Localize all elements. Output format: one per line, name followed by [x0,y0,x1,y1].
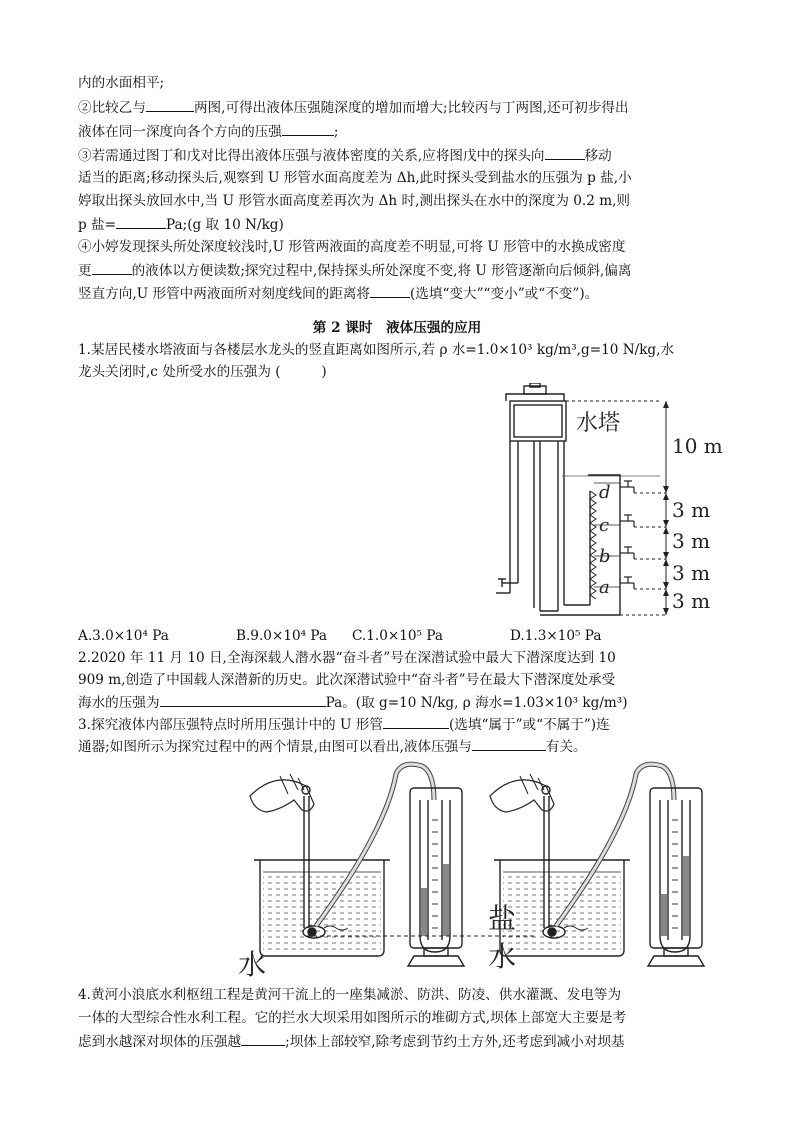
dimension-label: 3 m [672,561,711,585]
water-label: 水 [238,948,267,981]
text-line: 液体在同一深度向各个方向的压强 ; [78,121,339,142]
option-d[interactable]: D.1.3×10⁵ Pa [510,628,602,644]
answer-blank[interactable] [383,714,449,729]
text-line: p 盐= Pa;(g 取 10 N/kg) [78,214,284,235]
question-2-line: 2.2020 年 11 月 10 日,全海深载人潜水器“奋斗者”号在深潜试验中最大下潜深度达到 10 [78,650,616,666]
text-line: 婷取出探头放回水中,当 U 形管水面高度差再次为 Δh 时,测出探头在水中的深度为 0.2 m,则 [78,193,631,209]
answer-blank[interactable] [472,736,546,751]
dimension-label: 3 m [672,589,711,613]
floor-label: b [599,546,611,567]
text-line: 内的水面相平; [78,75,165,91]
answer-blank[interactable] [241,1031,285,1046]
water-tower-figure [488,383,728,621]
text-line: 适当的距离;移动探头后,观察到 U 形管水面高度差为 Δh,此时探头受到盐水的压强为 p 盐,小 [78,170,632,186]
brine-label-bottom: 水 [488,940,517,973]
text-line: 竖直方向,U 形管中两液面所对刻度线间的距离将 (选填“变大”“变小”或“不变”)。 [78,283,598,304]
question-4-line: 虑到水越深对坝体的压强越 ;坝体上部较窄,除考虑到节约土方外,还考虑到减小对坝基 [78,1031,625,1052]
question-2-line: 海水的压强为 Pa。(取 g=10 N/kg, ρ 海水=1.03×10³ kg/m³) [78,692,628,713]
option-b[interactable]: B.9.0×10⁴ Pa [236,628,328,644]
question-4-line: 一体的大型综合性水利工程。它的拦水大坝采用如图所示的堆砌方式,坝体上部宽大主要是考 [78,1010,627,1026]
answer-blank[interactable] [545,145,585,160]
answer-blank[interactable] [92,260,132,275]
question-3-line: 3.探究液体内部压强特点时所用压强计中的 U 形管 (选填“属于”或“不属于”)连 [78,714,610,735]
floor-label: c [599,515,610,536]
answer-blank[interactable] [146,97,194,112]
question-1-line: 龙头关闭时,c 处所受水的压强为 ( ) [78,364,327,380]
text-line: ④小婷发现探头所处深度较浅时,U 形管两液面的高度差不明显,可将 U 形管中的水换成密度 [78,239,626,255]
question-1-line: 1.某居民楼水塔液面与各楼层水龙头的竖直距离如图所示,若 ρ 水=1.0×10³ kg/m³,g=10 N/kg,水 [78,342,675,358]
brine-label-top: 盐 [488,902,517,935]
text-line: 更 的液体以方便读数;探究过程中,保持探头所处深度不变,将 U 形管逐渐向后倾斜,偏离 [78,260,631,281]
text-line: ③若需通过图丁和戊对比得出液体压强与液体密度的关系,应将图戊中的探头向 移动 [78,145,612,166]
dimension-label: 3 m [672,529,711,553]
option-a[interactable]: A.3.0×10⁴ Pa [78,628,169,644]
answer-blank[interactable] [282,121,334,136]
answer-blank[interactable] [116,214,166,229]
tower-label: 水塔 [576,411,621,436]
floor-label: a [599,577,610,598]
question-4-line: 4.黄河小浪底水利枢纽工程是黄河干流上的一座集减淤、防洪、防凌、供水灌溉、发电等为 [78,987,622,1003]
answer-blank[interactable] [370,283,410,298]
question-2-line: 909 m,创造了中国载人深潜新的历史。此次深潜试验中“奋斗者”号在最大下潜深度处承受 [78,672,616,688]
question-3-line: 通器;如图所示为探究过程中的两个情景,由图可以看出,液体压强与 有关。 [78,736,587,757]
option-c[interactable]: C.1.0×10⁵ Pa [352,628,443,644]
text-line: ②比较乙与 两图,可得出液体压强随深度的增加而增大;比较丙与丁两图,还可初步得出 [78,97,629,118]
pressure-gauge-figure [236,760,726,982]
floor-label: d [599,482,611,503]
section-title: 第 2 课时 液体压强的应用 [312,320,482,336]
answer-blank[interactable] [160,692,326,707]
dimension-label: 10 m [672,434,723,458]
dimension-label: 3 m [672,498,711,522]
